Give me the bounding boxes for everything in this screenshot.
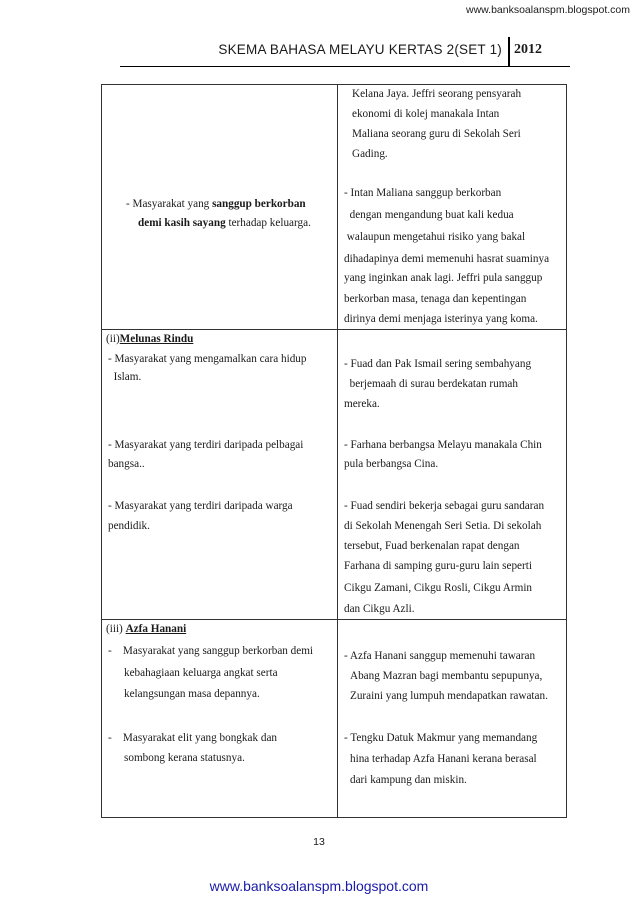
row1-right-line: Gading.	[352, 148, 388, 160]
table-row-divider	[101, 619, 567, 620]
section3-left-line: kebahagiaan keluarga angkat serta	[124, 667, 278, 679]
row1-right-line: walaupun mengetahui risiko yang bakal	[344, 231, 526, 243]
section2-right-line: - Farhana berbangsa Melayu manakala Chin	[344, 439, 542, 451]
document-title: SKEMA BAHASA MELAYU KERTAS 2(SET 1)	[218, 42, 502, 57]
row1-right-line: dengan mengandung buat kali kedua	[344, 209, 514, 221]
row1-right-line: - Intan Maliana sanggup berkorban	[344, 187, 502, 199]
section2-right-line: Cikgu Zamani, Cikgu Rosli, Cikgu Armin	[344, 582, 533, 594]
section2-left-line: Islam.	[108, 371, 142, 383]
section2-right-line: - Fuad dan Pak Ismail sering sembahyang	[344, 358, 532, 370]
section3-right-line: - Azfa Hanani sanggup memenuhi tawaran	[344, 650, 536, 662]
text-segment: - Masyarakat yang	[126, 198, 213, 210]
row1-right-line: berkorban masa, tenaga dan kepentingan	[344, 293, 527, 305]
page-number: 13	[313, 836, 325, 848]
document-year: 2012	[514, 42, 542, 57]
section2-left-line: - Masyarakat yang terdiri daripada pelbagai	[108, 439, 304, 451]
row1-right-line: dihadapinya demi memenuhi hasrat suaminya	[344, 253, 550, 265]
site-url-bottom[interactable]: www.banksoalanspm.blogspot.com	[209, 878, 429, 894]
section2-left-line: pendidik.	[108, 520, 150, 532]
table-column-divider	[337, 84, 338, 817]
section2-right-line: tersebut, Fuad berkenalan rapat dengan	[344, 540, 520, 552]
section3-left-line: - Masyarakat elit yang bongkak dan	[108, 732, 278, 744]
section3-right-line: Zuraini yang lumpuh mendapatkan rawatan.	[350, 690, 548, 702]
section2-right-line: dan Cikgu Azli.	[344, 603, 415, 615]
section2-right-line: Farhana di samping guru-guru lain seperti	[344, 560, 532, 572]
site-url-top: www.banksoalanspm.blogspot.com	[465, 4, 630, 16]
section2-left-line: - Masyarakat yang terdiri daripada warga	[108, 500, 293, 512]
section2-right-line: di Sekolah Menengah Seri Setia. Di sekolah	[344, 520, 542, 532]
section3-right-line: - Tengku Datuk Makmur yang memandang	[344, 732, 538, 744]
header-separator	[508, 37, 510, 67]
section2-right-line: - Fuad sendiri bekerja sebagai guru sandaran	[344, 500, 545, 512]
section-heading	[106, 621, 186, 637]
emphasis-text: demi kasih sayang	[138, 217, 226, 229]
row1-left-point	[126, 196, 306, 212]
section2-right-line: mereka.	[344, 398, 380, 410]
row1-right-line: Maliana seorang guru di Sekolah Seri	[352, 128, 521, 140]
section2-right-line: berjemaah di surau berdekatan rumah	[344, 378, 518, 390]
row1-left-point-cont	[138, 215, 311, 231]
row1-right-line: yang inginkan anak lagi. Jeffri pula sanggup	[344, 272, 543, 284]
section3-left-line: - Masyarakat yang sanggup berkorban demi	[108, 645, 314, 657]
section-title: Azfa Hanani	[125, 623, 187, 635]
section-heading	[106, 331, 193, 347]
section3-right-line: hina terhadap Azfa Hanani kerana berasal	[350, 753, 537, 765]
header-rule	[120, 66, 570, 67]
section3-right-line: Abang Mazran bagi membantu sepupunya,	[350, 670, 543, 682]
section2-left-line: bangsa..	[108, 458, 145, 470]
section2-left-line: - Masyarakat yang mengamalkan cara hidup	[108, 353, 307, 365]
table-row-divider	[101, 329, 567, 330]
section2-right-line: pula berbangsa Cina.	[344, 458, 439, 470]
row1-right-line: dirinya demi menjaga isterinya yang koma.	[344, 313, 538, 325]
row1-right-line: ekonomi di kolej manakala Intan	[352, 108, 500, 120]
section3-left-line: sombong kerana statusnya.	[124, 752, 245, 764]
section-prefix: (iii)	[106, 623, 126, 635]
text-segment: terhadap keluarga.	[225, 217, 311, 229]
emphasis-text: sanggup berkorban	[212, 198, 306, 210]
section-title: Melunas Rindu	[119, 333, 194, 345]
section3-left-line: kelangsungan masa depannya.	[124, 688, 260, 700]
section-prefix: (ii)	[106, 333, 120, 345]
section3-right-line: dari kampung dan miskin.	[350, 774, 467, 786]
row1-right-line: Kelana Jaya. Jeffri seorang pensyarah	[352, 88, 522, 100]
